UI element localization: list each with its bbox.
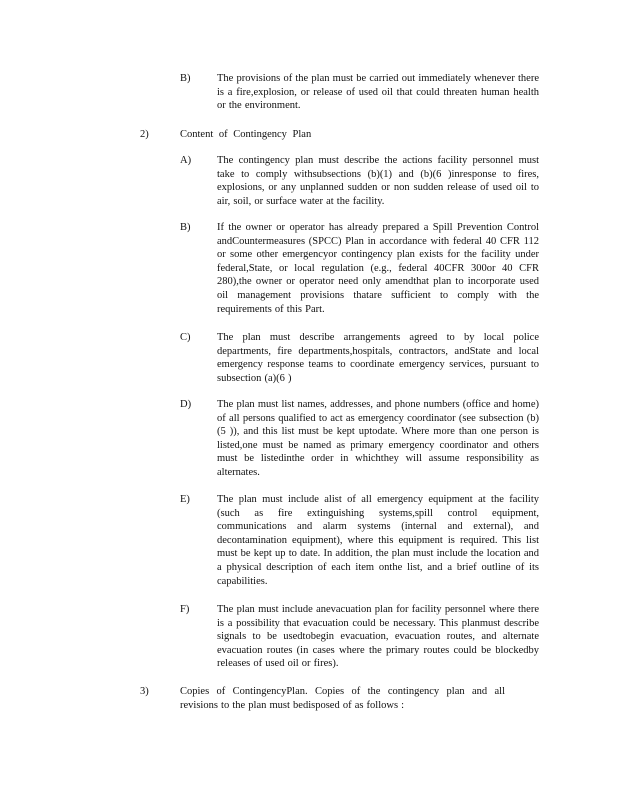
item-text-a: The contingency plan must describe the actions facility personnel must take to comply withsubsections (b)(1) and (b)(6 )inresponse to fires, explosions, or any unplanned sudden or non sudden release of used oil to air, soil, or surface water at the facility. <box>217 155 539 207</box>
item-text-b-top: The provisions of the plan must be carried out immediately whenever there is a fire,explosion, or release of used oil that could threaten human health or the environment. <box>217 73 539 112</box>
section-number-3: 3) <box>140 686 149 697</box>
section-heading-2: Content of Contingency Plan <box>180 129 312 140</box>
item-text-e: The plan must include alist of all emergency equipment at the facility (such as fire extinguishing systems,spill control equipment, communications and alarm systems (internal and external), and decontamination equipment), where this equipment is required. This list must be kept up to date. In addition, the plan must include the location and a physical description of each item onthe list, and a brief outline of its capabilities. <box>217 494 539 587</box>
item-marker-b: B) <box>180 222 191 233</box>
item-marker-a: A) <box>180 155 192 166</box>
section-text-3: Copies of ContingencyPlan. Copies of the contingency plan and all revisions to the plan must bedisposed of as follows : <box>180 686 505 711</box>
item-text-f: The plan must include anevacuation plan for facility personnel where there is a possibility that evacuation could be necessary. This planmust describe signals to be usedtobegin evacuation, evacuation routes, and alternate evacuation routes (in cases where the primary routes could be blockedby releases of used oil or fires). <box>217 604 539 670</box>
item-marker-e: E) <box>180 494 190 505</box>
item-marker-d: D) <box>180 399 192 410</box>
item-text-d: The plan must list names, addresses, and phone numbers (office and home) of all persons qualified to act as emergency coordinator (see subsection (b)(5 )), and this list must be kept uptodate. Where more than one person is listed,one must be named as primary emergency coordinator and others must be listedinthe order in whichthey will assume responsibility as alternates. <box>217 399 539 478</box>
section-number-2: 2) <box>140 129 149 140</box>
item-marker-c: C) <box>180 332 191 343</box>
item-text-b: If the owner or operator has already prepared a Spill Prevention Control andCountermeasures (SPCC) Plan in accordance with federal 40 CFR 112 or some other emergencyor contingency plan exists for the facility under federal,State, or local regulation (e.g., federal 40CFR 300or 40 CFR 280),the owner or operator need only amendthat plan to incorporate used oil management provisions thatare sufficient to comply with the requirements of this Part. <box>217 222 539 315</box>
item-text-c: The plan must describe arrangements agreed to by local police departments, fire departments,hospitals, contractors, andState and local emergency response teams to coordinate emergency services, pursuant to subsection (a)(6 ) <box>217 332 539 384</box>
item-marker-b-top: B) <box>180 73 191 84</box>
item-marker-f: F) <box>180 604 190 615</box>
